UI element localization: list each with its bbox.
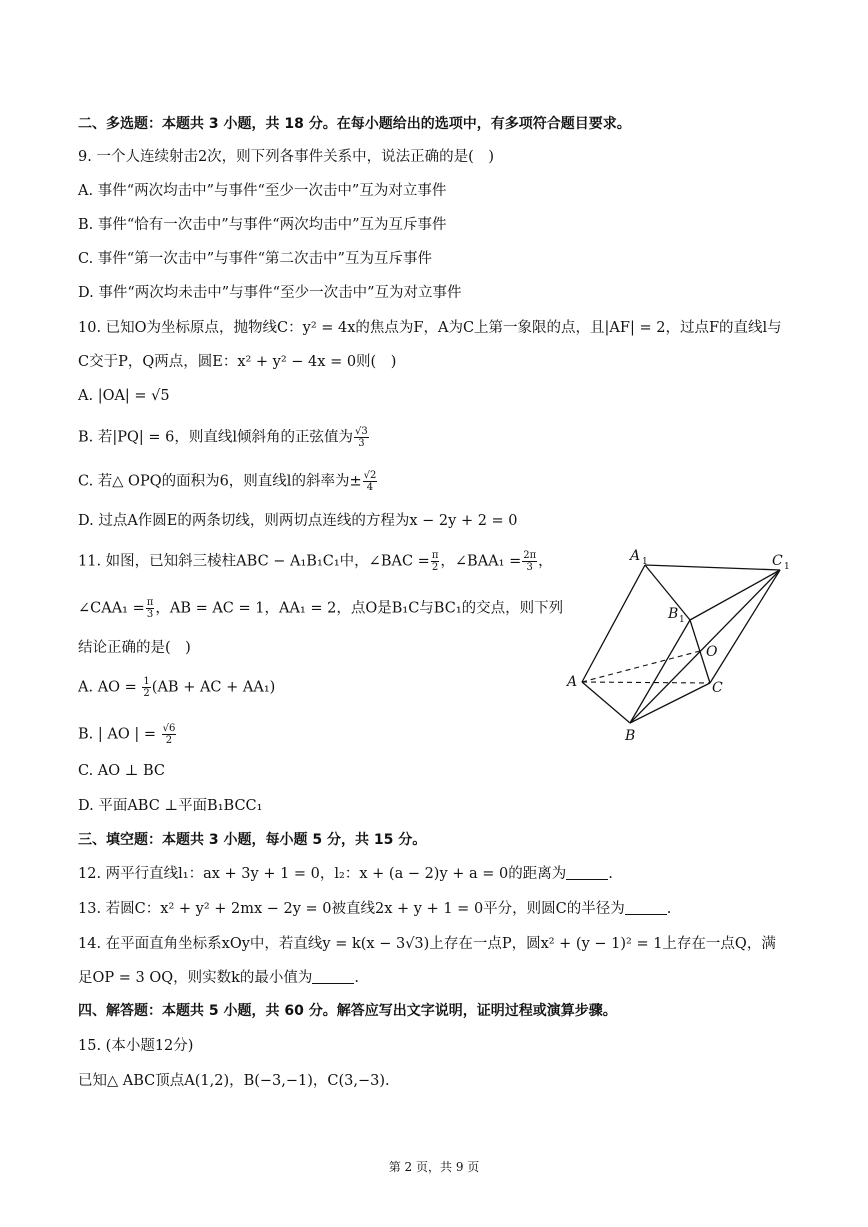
q11-option-b-den: 2 <box>165 735 173 746</box>
edge-a1a <box>582 565 645 682</box>
q15-title: 15. (本小题12分) <box>78 1038 194 1054</box>
q10-option-c-text: C. 若△ OPQ的面积为6，则直线l的斜率为± <box>78 473 362 490</box>
q10-option-d: D. 过点A作圆E的两条切线，则两切点连线的方程为x − 2y + 2 = 0 <box>78 513 518 529</box>
label-c1-sub: 1 <box>784 562 790 572</box>
label-b1: B <box>668 606 679 622</box>
q11-frac-bac-den: 2 <box>431 562 439 573</box>
q12-end: . <box>608 866 613 882</box>
q9-stem: 9. 一个人连续射击2次，则下列各事件关系中，说法正确的是( ) <box>78 149 494 165</box>
q13 <box>78 899 671 919</box>
prism-figure <box>560 540 800 750</box>
label-a1-sub: 1 <box>642 557 648 567</box>
diag-bc1 <box>630 570 780 723</box>
edge-a1c1 <box>645 565 780 570</box>
q10-option-c-num: √2 <box>363 470 377 481</box>
q11-option-a-text: A. AO = <box>78 679 137 696</box>
label-b: B <box>625 728 636 744</box>
q11-frac-bac-num: π <box>431 550 439 561</box>
q11-option-b-fraction <box>162 723 177 746</box>
label-c: C <box>712 680 723 696</box>
edge-ac-hidden <box>582 682 710 683</box>
q10-option-c-den: 4 <box>366 482 374 493</box>
section2-heading: 二、多选题：本题共 3 小题，共 18 分。在每小题给出的选项中，有多项符合题目要求。 <box>78 116 631 132</box>
q11-frac-caa1 <box>146 597 155 620</box>
q14-line2 <box>78 968 359 988</box>
q11-stem-line3: 结论正确的是( ) <box>78 640 191 656</box>
q11-stem2-a: ∠CAA₁ = <box>78 600 145 617</box>
q11-option-a-vectors: (AB + AC + AA₁) <box>151 679 276 696</box>
q13-text: 13. 若圆C：x² + y² + 2mx − 2y = 0被直线2x + y + 1 = 0平分，则圆C的半径为 <box>78 901 625 917</box>
label-b1-sub: 1 <box>679 615 685 625</box>
q11-stem-line1 <box>78 550 553 573</box>
segment-ao-hidden <box>582 651 700 682</box>
q13-end: . <box>666 901 672 917</box>
q11-frac-baa1-den: 3 <box>526 562 533 573</box>
q11-frac-baa1-num: 2π <box>523 550 537 561</box>
q11-stem-line2 <box>78 597 563 620</box>
q10-option-b-fraction <box>354 426 369 449</box>
q11-option-b-text: B. | AO | = <box>78 726 156 743</box>
label-o: O <box>706 644 718 660</box>
q11-frac-bac <box>431 550 440 573</box>
q10-option-c <box>78 470 378 493</box>
q11-option-d: D. 平面ABC ⊥平面B₁BCC₁ <box>78 798 263 814</box>
q11-frac-caa1-den: 3 <box>146 609 154 620</box>
q11-stem1-b: ，∠BAA₁ = <box>440 553 522 570</box>
q10-option-a: A. |OA| = √5 <box>78 388 170 404</box>
q9-option-c: C. 事件“第一次击中”与事件“第二次击中”互为互斥事件 <box>78 251 432 267</box>
q9-option-a: A. 事件“两次均击中”与事件“至少一次击中”互为对立事件 <box>78 183 447 199</box>
label-c1: C <box>772 553 783 569</box>
q9-option-d: D. 事件“两次均未击中”与事件“至少一次击中”互为对立事件 <box>78 285 462 301</box>
q15-text: 已知△ ABC顶点A(1,2)，B(−3,−1)，C(3,−3). <box>78 1073 390 1089</box>
q14-text: 足OP = 3 OQ，则实数k的最小值为 <box>78 970 313 986</box>
q11-stem1-a: 11. 如图，已知斜三棱柱ABC − A₁B₁C₁中，∠BAC = <box>78 553 430 570</box>
edge-ab <box>582 682 630 723</box>
label-a: A <box>567 674 578 690</box>
q11-option-b <box>78 723 177 746</box>
q12-answer-blank[interactable] <box>566 865 608 880</box>
q11-frac-caa1-num: π <box>146 597 154 608</box>
q11-frac-baa1 <box>522 550 537 573</box>
q10-option-c-fraction <box>363 470 378 493</box>
q10-option-b <box>78 426 370 449</box>
q10-option-b-den: 3 <box>358 438 365 449</box>
edge-c1c <box>710 570 780 683</box>
q11-stem2-b: ，AB = AC = 1，AA₁ = 2，点O是B₁C与BC₁的交点，则下列 <box>155 600 564 617</box>
q10-option-b-num: √3 <box>355 426 368 437</box>
q14-end: . <box>354 970 360 986</box>
q11-stem1-c: ， <box>538 553 553 570</box>
q10-option-b-text: B. 若|PQ| = 6，则直线l倾斜角的正弦值为 <box>78 429 354 446</box>
q10-stem-line1: 10. 已知O为坐标原点，抛物线C：y² = 4x的焦点为F，A为C上第一象限的点，且|AF| = 2，过点F的直线l与 <box>78 320 782 336</box>
q13-answer-blank[interactable] <box>625 900 667 915</box>
q14-line1: 14. 在平面直角坐标系xOy中，若直线y = k(x − 3√3)上存在一点P，圆x² + (y − 1)² = 1上存在一点Q，满 <box>78 936 776 952</box>
q11-option-a-fraction <box>142 676 150 699</box>
q14-answer-blank[interactable] <box>312 969 354 984</box>
section3-heading: 三、填空题：本题共 3 小题，每小题 5 分，共 15 分。 <box>78 832 427 848</box>
label-a1: A <box>630 548 641 564</box>
q11-option-b-num: √6 <box>162 723 176 734</box>
edge-b1c1 <box>690 570 780 620</box>
page-footer: 第 2 页，共 9 页 <box>388 1160 480 1174</box>
q11-option-a-num: 1 <box>143 676 150 687</box>
q10-stem-line2: C交于P，Q两点，圆E：x² + y² − 4x = 0则( ) <box>78 354 397 370</box>
q11-option-a <box>78 676 275 699</box>
q11-option-c: C. AO ⊥ BC <box>78 763 166 779</box>
q12-text: 12. 两平行直线l₁：ax + 3y + 1 = 0，l₂：x + (a − 2)y + a = 0的距离为 <box>78 866 567 882</box>
q9-option-b: B. 事件“恰有一次击中”与事件“两次均击中”互为互斥事件 <box>78 217 447 233</box>
q12 <box>78 864 613 884</box>
q11-option-a-den: 2 <box>143 688 150 699</box>
section4-heading: 四、解答题：本题共 5 小题，共 60 分。解答应写出文字说明，证明过程或演算步骤。 <box>78 1003 617 1019</box>
